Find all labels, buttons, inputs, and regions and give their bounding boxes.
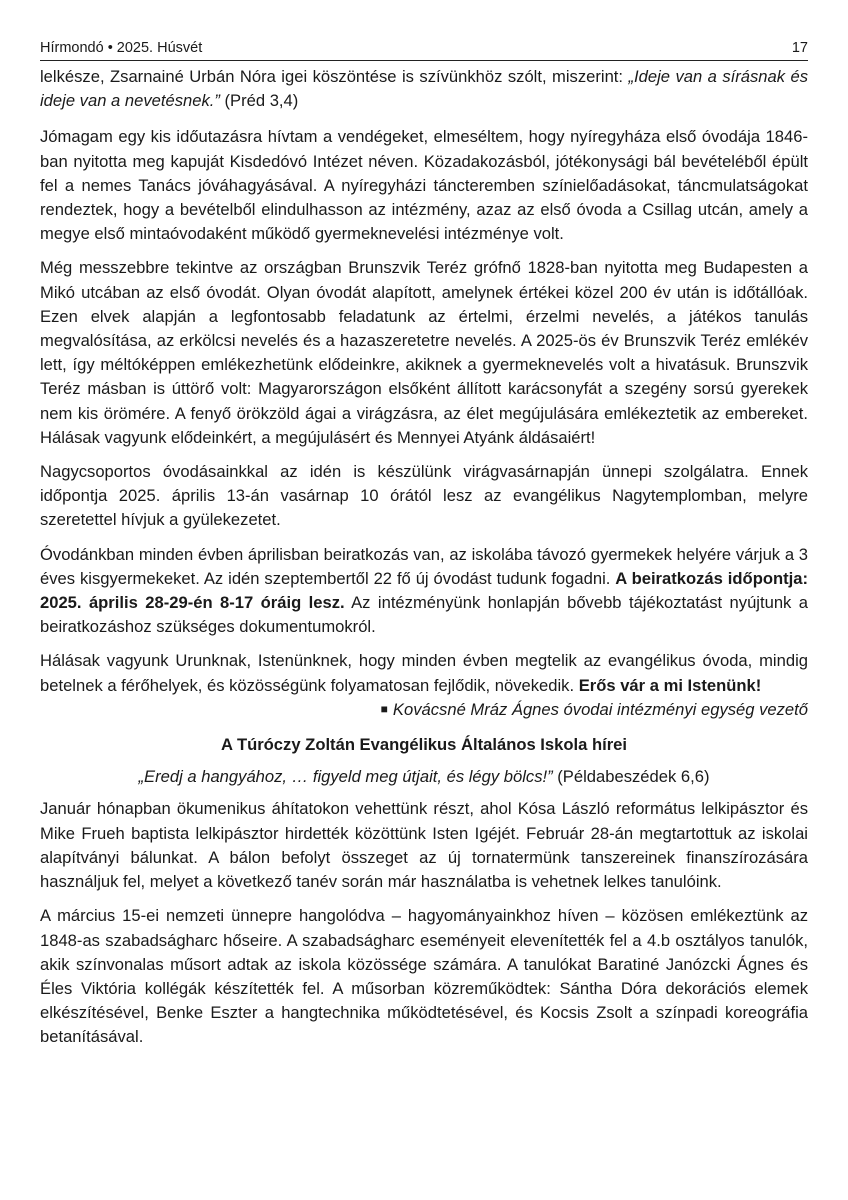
signature-text: Kovácsné Mráz Ágnes óvodai intézményi egység vezető bbox=[392, 699, 808, 719]
section-heading: A Túróczy Zoltán Evangélikus Általános Iskola hírei bbox=[220, 735, 628, 755]
paragraph-3: Még messzebbre tekintve az országban Brunszvik Teréz grófnő 1828-ban nyitotta meg Budapesten a Mikó utcában az első óvodát. Olyan óvodát alapított, amelynek értékei közel 200 év után is időtállóak. Ezen elvek alapján a legfontosabb feladatunk az értelmi, érzelmi nevelés, a játékos tanulás megvalósítása, az erkölcsi nevelés és a hazaszeretetre nevelés. A 2025-ös év Brunszvik Teréz emlékév lett, így méltóképpen emlékezhetünk elődeinkre, akiknek a gyermeknevelés volt a hivatásuk. Brunszvik Teréz másban is úttörő volt: Magyarországon elsőként állított karácsonyfát a szegény sorsú gyerekek nem kis örömére. A fenyő örökzöld ágai a virágzásra, az élet megújulására emlékeztetik az embereket. Hálásak vagyunk elődeinkért, a megújulásért és Mennyei Atyánk áldásaiért! bbox=[40, 258, 808, 447]
square-bullet-icon: ■ bbox=[380, 701, 388, 716]
motto-reference: (Példabeszédek 6,6) bbox=[552, 767, 710, 787]
header-title: Hírmondó • 2025. Húsvét bbox=[40, 40, 203, 56]
closing-phrase: Erős vár a mi Istenünk! bbox=[578, 675, 762, 695]
signature bbox=[40, 698, 808, 723]
paragraph-4: Nagycsoportos óvodásainkkal az idén is készülünk virágvasárnapján ünnepi szolgálatra. Ennek időpontja 2025. április 13-án vasárnap 10 órától lesz az evangélikus Nagytemplomban, melyre szeretettel hívjuk a gyülekezetet. bbox=[40, 462, 808, 530]
bible-reference: (Préd 3,4) bbox=[219, 91, 299, 111]
paragraph-1 bbox=[40, 65, 808, 113]
paragraph-6 bbox=[40, 649, 808, 697]
bible-quote: „Ideje van a sírásnak és ideje van a nevetésnek.” bbox=[40, 67, 809, 111]
enrollment-date: A beiratkozás időpontja: 2025. április 28-29-én 8-17 óráig lesz. bbox=[40, 568, 808, 613]
section-motto bbox=[40, 765, 808, 789]
paragraph-text: lelkésze, Zsarnainé Urbán Nóra igei köszöntése is szívünkhöz szólt, miszerint: bbox=[40, 67, 629, 86]
paragraph-8: A március 15-ei nemzeti ünnepre hangolódva – hagyományainkhoz híven – közösen emlékeztünk az 1848-as szabadságharc hőseire. A szabadságharc eseményeit elevenítették fel a 4.b osztályos tanulók, akik színvonalas műsort adtak az iskola közössége számára. A tanulókat Baratiné Janózcki Ágnes és Éles Viktória kollégák készítették fel. A műsorban közreműködtek: Sántha Dóra dekorációs elemek elkészítésével, Benke Eszter a hangtechnika működtetésével, és Kocsis Zsolt a színpadi koreográfia betanításával. bbox=[40, 906, 808, 1047]
paragraph-2: Jómagam egy kis időutazásra hívtam a vendégeket, elmeséltem, hogy nyíregyháza első óvodája 1846-ban nyitotta meg kapuját Kisdedóvó Intézet néven. Közadakozásból, jótékonysági bál bevételéből épült fel a nemes Tanács jóváhagyásával. A nyíregyházi táncteremben színielőadásokat, táncmulatságokat rendeztek, hogy a bevételből elindulhasson az intézmény, azaz az első óvoda a Csillag utcán, amely a megye első mintaóvodaként működő gyermeknevelési intézménye volt. bbox=[40, 127, 808, 244]
paragraph-text: Az intézményünk honlapján bővebb tájékoztatást nyújtunk a beiratkozáshoz szükséges dokumentumokról. bbox=[40, 593, 809, 637]
running-header bbox=[40, 38, 808, 61]
newsletter-page bbox=[40, 38, 808, 1060]
paragraph-7: Január hónapban ökumenikus áhítatokon vehettünk részt, ahol Kósa László református lelkipásztor és Mike Frueh baptista lelkipásztor hirdették közöttünk Isten Igéjét. Február 28-án megtartottuk az iskolai alapítványi bálunkat. A bálon befolyt összeget az új tornatermünk tanszereinek finanszírozására használjuk fel, melyet a következő tanév során már használatba is vehetnek lelkes tanulóink. bbox=[40, 799, 808, 892]
paragraph-text: Hálásak vagyunk Urunknak, Istenünknek, hogy minden évben megtelik az evangélikus óvoda, mindig betelnek a férőhelyek, és közösségünk folyamatosan fejlődik, növekedik. bbox=[40, 651, 808, 695]
motto-quote: „Eredj a hangyához, … figyeld meg útjait, és légy bölcs!” bbox=[138, 767, 553, 787]
paragraph-text: Óvodánkban minden évben áprilisban beiratkozás van, az iskolába távozó gyermekek helyére várjuk a 3 éves kisgyermekeket. Az idén szeptembertől 22 fő új óvodást tudunk fogadni. bbox=[40, 544, 808, 588]
paragraph-5 bbox=[40, 543, 808, 640]
page-number: 17 bbox=[791, 40, 808, 56]
